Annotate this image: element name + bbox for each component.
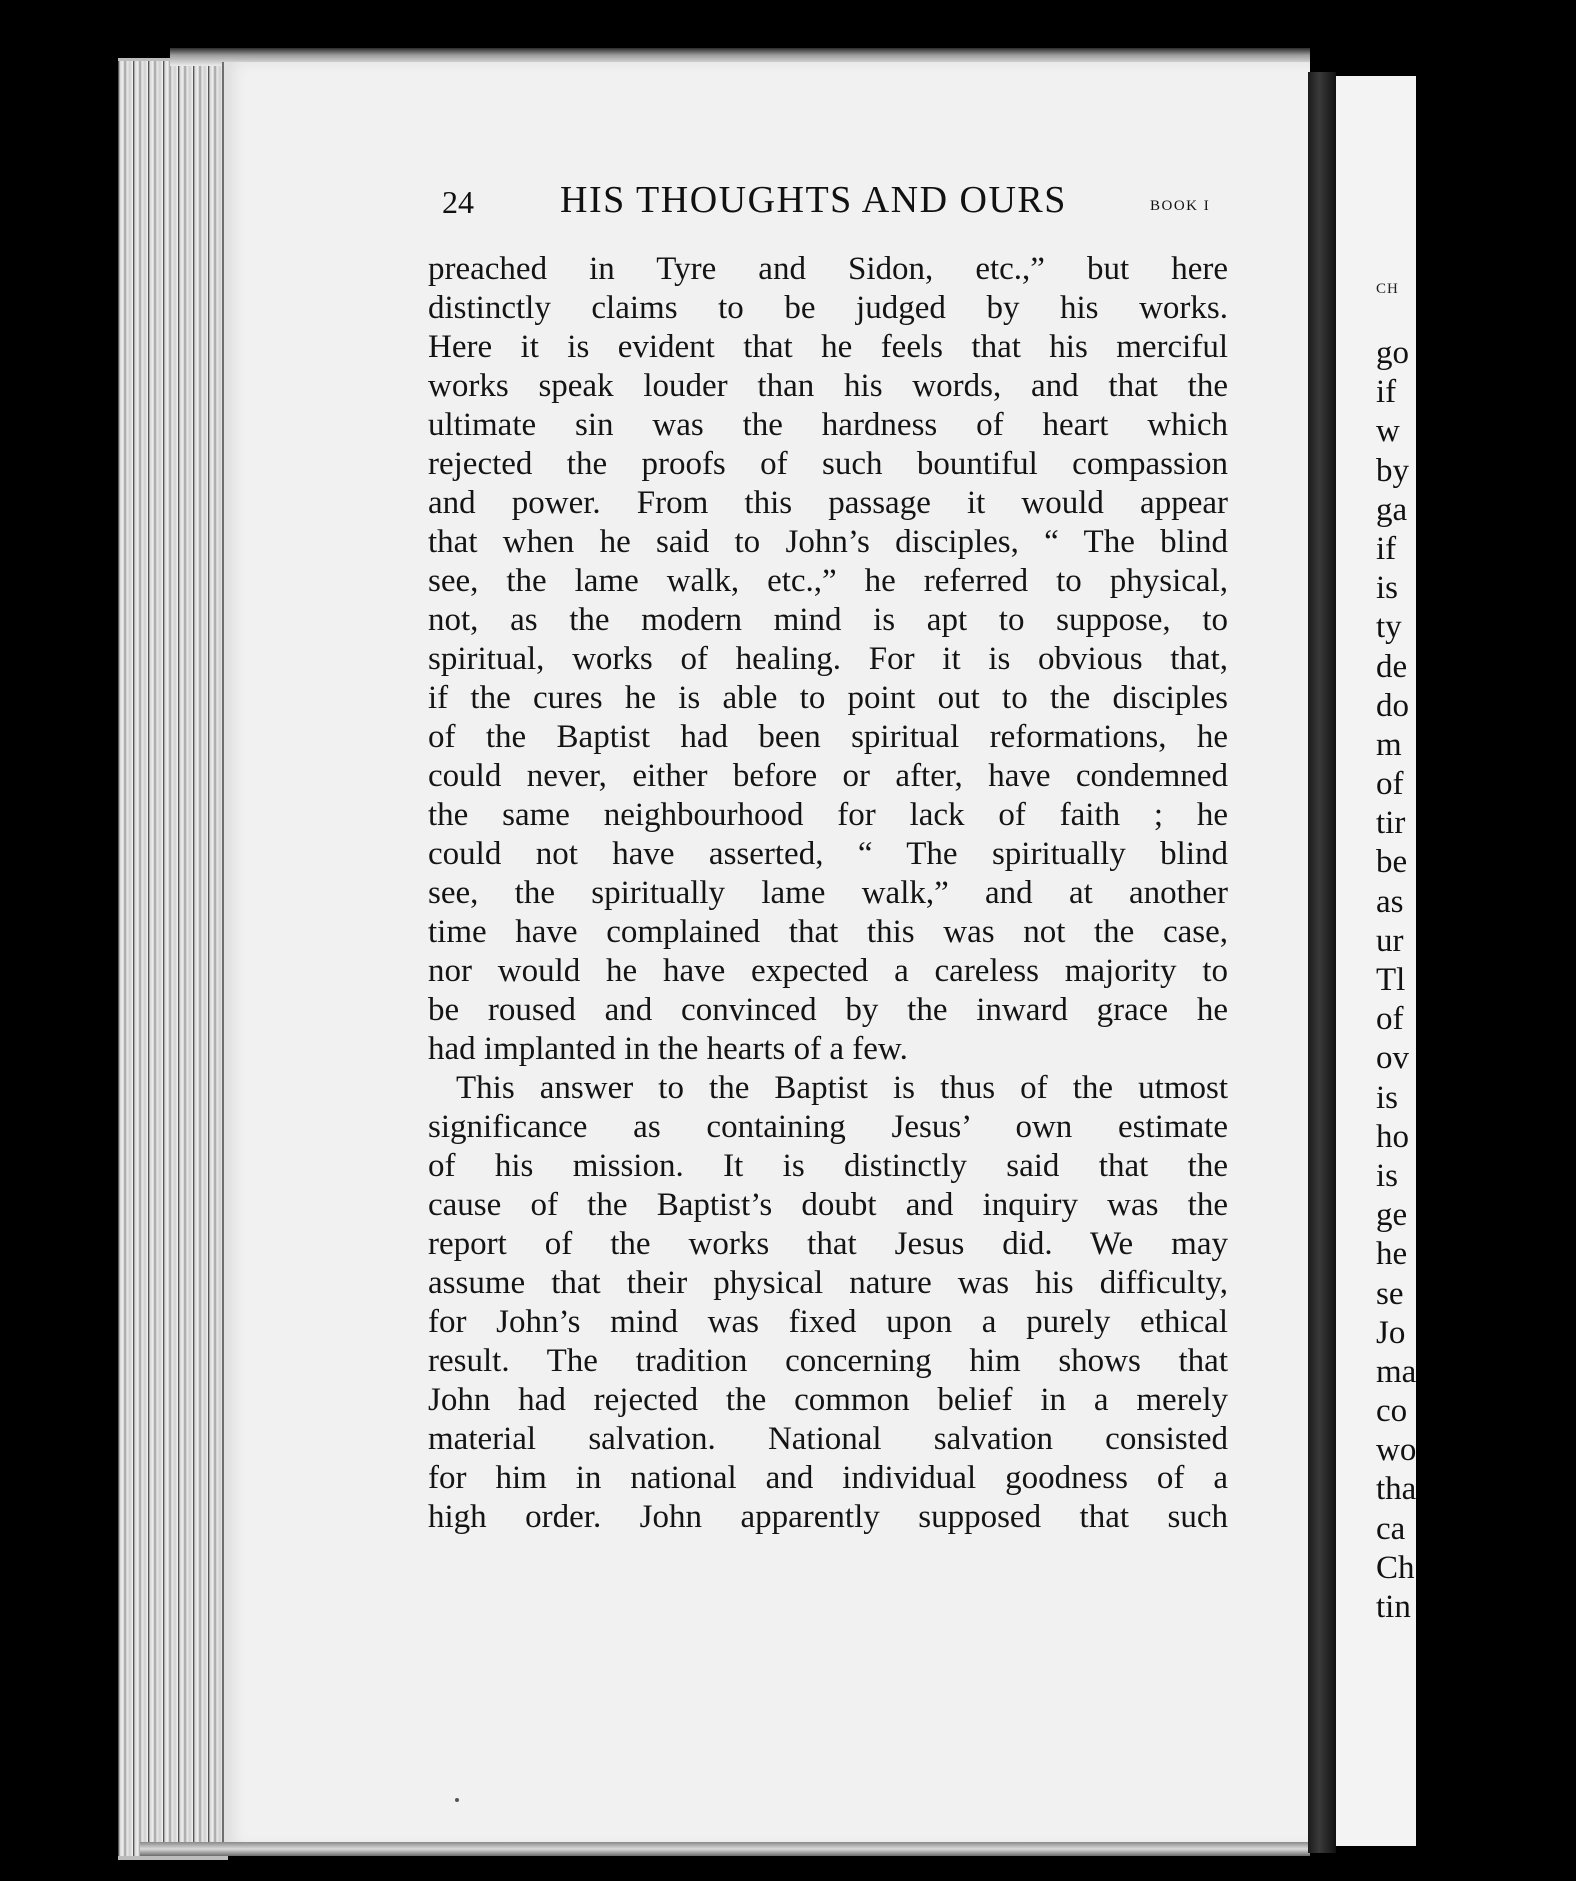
facing-page-fragment: tin: [1376, 1589, 1411, 1625]
facing-page-fragment: do: [1376, 687, 1409, 724]
facing-page-fragment: ty: [1376, 609, 1402, 646]
facing-page-fragment: ur: [1376, 922, 1404, 959]
text-line: the same neighbourhood for lack of faith ; he: [428, 797, 1228, 833]
text-line: high order. John apparently supposed that such: [428, 1499, 1228, 1535]
paragraph-end-line: had implanted in the hearts of a few.: [428, 1031, 908, 1067]
text-line: see, the spiritually lame walk,” and at another: [428, 875, 1228, 911]
facing-page-fragment: be: [1376, 844, 1408, 881]
text-line: material salvation. National salvation consisted: [428, 1421, 1228, 1457]
text-line: for him in national and individual goodness of a: [428, 1460, 1228, 1496]
text-line: and power. From this passage it would appear: [428, 485, 1228, 521]
body-text: [428, 250, 1228, 1537]
facing-page-fragment: Tl: [1376, 962, 1406, 998]
text-line: for John’s mind was fixed upon a purely ethical: [428, 1304, 1228, 1340]
facing-page-header: CH: [1376, 281, 1399, 297]
facing-page-text: [1376, 334, 1576, 1627]
text-line: assume that their physical nature was his difficulty,: [428, 1265, 1228, 1301]
running-title: HIS THOUGHTS AND OURS: [560, 179, 1067, 221]
facing-page-fragment: m: [1376, 726, 1402, 763]
text-line: rejected the proofs of such bountiful compassion: [428, 446, 1228, 482]
page-number: 24: [442, 184, 474, 220]
facing-page-fragment: of: [1376, 766, 1404, 803]
scan-speck: [455, 1798, 459, 1802]
facing-page-fragment: de: [1376, 648, 1408, 685]
facing-page-fragment: wo: [1376, 1432, 1417, 1469]
facing-page-fragment: ov: [1376, 1040, 1409, 1077]
text-line: Here it is evident that he feels that his merciful: [428, 329, 1228, 365]
text-line: time have complained that this was not the case,: [428, 914, 1228, 950]
facing-page-fragment: is: [1376, 1079, 1399, 1116]
facing-page-fragment: if: [1376, 374, 1397, 411]
bottom-page-edges: [140, 1842, 1310, 1856]
facing-page-fragment: is: [1376, 1157, 1399, 1194]
text-line: could not have asserted, “ The spiritually blind: [428, 836, 1228, 872]
facing-page-fragment: if: [1376, 530, 1397, 567]
text-line: significance as containing Jesus’ own estimate: [428, 1109, 1228, 1145]
text-line: distinctly claims to be judged by his works.: [428, 290, 1228, 326]
text-line: preached in Tyre and Sidon, etc.,” but here: [428, 251, 1228, 287]
text-line: that when he said to John’s disciples, “ The blind: [428, 524, 1228, 560]
facing-page-fragment: go: [1376, 335, 1409, 371]
facing-page-fragment: Jo: [1376, 1314, 1406, 1351]
text-line: John had rejected the common belief in a merely: [428, 1382, 1228, 1418]
facing-page-fragment: as: [1376, 883, 1404, 920]
facing-page-fragment: ge: [1376, 1197, 1408, 1234]
facing-page-fragment: Ch: [1376, 1549, 1415, 1586]
text-line: cause of the Baptist’s doubt and inquiry was the: [428, 1187, 1228, 1223]
facing-page-fragment: he: [1376, 1236, 1408, 1273]
text-line: not, as the modern mind is apt to suppose, to: [428, 602, 1228, 638]
facing-page-fragment: ho: [1376, 1118, 1409, 1155]
text-line: works speak louder than his words, and that the: [428, 368, 1228, 404]
facing-page-fragment: w: [1376, 413, 1400, 450]
text-line: result. The tradition concerning him shows that: [428, 1343, 1228, 1379]
facing-page-fragment: tir: [1376, 805, 1406, 842]
text-line: of the Baptist had been spiritual reformations, he: [428, 719, 1228, 755]
facing-page-fragment: is: [1376, 570, 1399, 607]
text-line: spiritual, works of healing. For it is obvious that,: [428, 641, 1228, 677]
text-line: see, the lame walk, etc.,” he referred to physical,: [428, 563, 1228, 599]
paragraph-start-line: This answer to the Baptist is thus of the utmost: [456, 1070, 1228, 1106]
facing-page-fragment: by: [1376, 452, 1409, 489]
text-line: could never, either before or after, have condemned: [428, 758, 1228, 794]
page-edges: [118, 58, 228, 1860]
text-line: ultimate sin was the hardness of heart which: [428, 407, 1228, 443]
facing-page-fragment: of: [1376, 1001, 1404, 1038]
text-line: nor would he have expected a careless majority to: [428, 953, 1228, 989]
facing-page-fragment: co: [1376, 1393, 1408, 1430]
facing-page-fragment: ga: [1376, 491, 1408, 528]
facing-page-fragment: se: [1376, 1275, 1404, 1312]
text-line: of his mission. It is distinctly said that the: [428, 1148, 1228, 1184]
facing-page-fragment: ca: [1376, 1510, 1406, 1547]
text-line: be roused and convinced by the inward grace he: [428, 992, 1228, 1028]
facing-page-fragment: tha: [1376, 1471, 1417, 1508]
book-gutter: [1308, 72, 1336, 1853]
facing-page: [1336, 76, 1416, 1846]
book-label: BOOK I: [1150, 198, 1211, 214]
text-line: report of the works that Jesus did. We may: [428, 1226, 1228, 1262]
facing-page-fragment: ma: [1376, 1353, 1417, 1390]
running-header: [442, 178, 1242, 228]
text-line: if the cures he is able to point out to the disciples: [428, 680, 1228, 716]
